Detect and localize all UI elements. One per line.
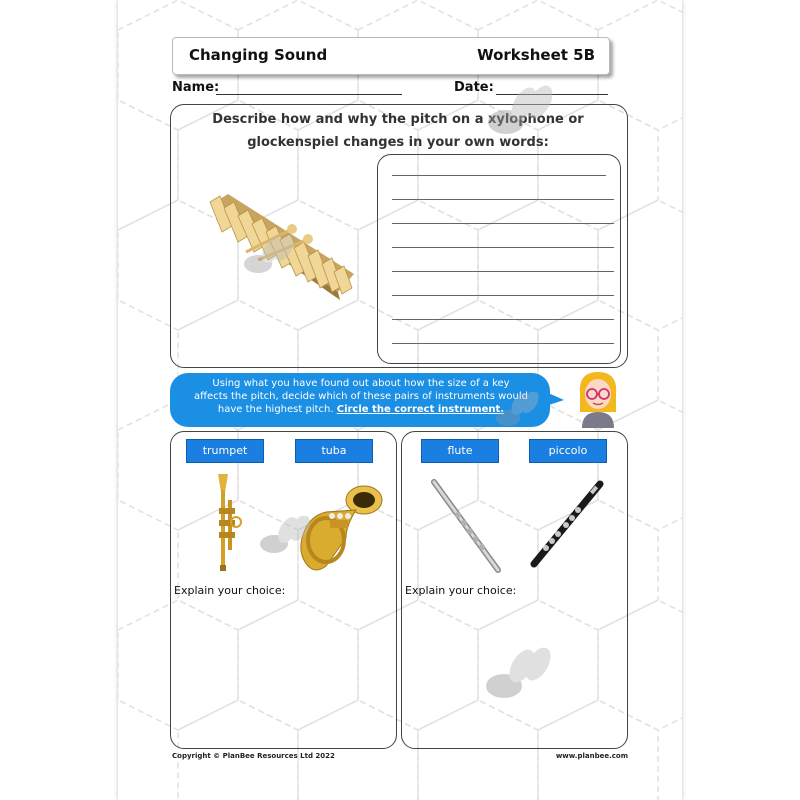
question1-line1: Describe how and why the pitch on a xylophone or xyxy=(212,112,584,127)
bee-watermark-icon xyxy=(490,392,540,432)
answer-line xyxy=(392,271,614,272)
answer-line xyxy=(392,247,614,248)
answer-write-box[interactable] xyxy=(377,154,621,364)
instruction-line3: have the highest pitch. xyxy=(217,404,334,415)
title-bar xyxy=(172,37,610,75)
answer-line xyxy=(392,175,606,176)
instruction-emphasis: Circle the correct instrument. xyxy=(336,404,505,415)
teacher-avatar xyxy=(574,368,622,428)
website-link[interactable]: www.planbee.com xyxy=(555,752,628,760)
trumpet-option-button[interactable]: trumpet xyxy=(186,439,264,463)
pair1-explain-label: Explain your choice: xyxy=(174,584,286,597)
flute-option-button[interactable]: flute xyxy=(421,439,499,463)
copyright-text: Copyright © PlanBee Resources Ltd 2022 xyxy=(172,752,335,760)
answer-line xyxy=(392,343,614,344)
answer-line xyxy=(392,199,614,200)
name-label: Name: xyxy=(172,80,220,95)
pair1-explain-area[interactable] xyxy=(174,600,388,740)
tuba-option-button[interactable]: tuba xyxy=(295,439,373,463)
piccolo-option-button[interactable]: piccolo xyxy=(529,439,607,463)
worksheet-number: Worksheet 5B xyxy=(477,46,595,64)
question1-text xyxy=(170,108,626,154)
date-label: Date: xyxy=(454,80,494,95)
bee-watermark-icon xyxy=(476,84,556,144)
bee-watermark-icon xyxy=(236,236,296,280)
worksheet-page xyxy=(118,0,682,800)
bee-watermark-icon xyxy=(252,516,312,560)
answer-line xyxy=(392,295,614,296)
instruction-line1: Using what you have found out about how the size of a key xyxy=(212,378,510,389)
trumpet-image xyxy=(206,470,246,575)
bee-watermark-icon xyxy=(474,646,554,706)
flute-image xyxy=(428,478,504,574)
instruction-line2: affects the pitch, decide which of these pairs of instruments would xyxy=(194,391,528,402)
answer-line xyxy=(392,223,614,224)
bubble-tail xyxy=(546,390,566,410)
worksheet-title: Changing Sound xyxy=(189,46,328,64)
question1-line2: glockenspiel changes in your own words: xyxy=(247,135,549,150)
answer-line xyxy=(392,319,614,320)
pair2-explain-label: Explain your choice: xyxy=(405,584,517,597)
name-field[interactable] xyxy=(216,94,402,95)
piccolo-image xyxy=(528,480,604,570)
